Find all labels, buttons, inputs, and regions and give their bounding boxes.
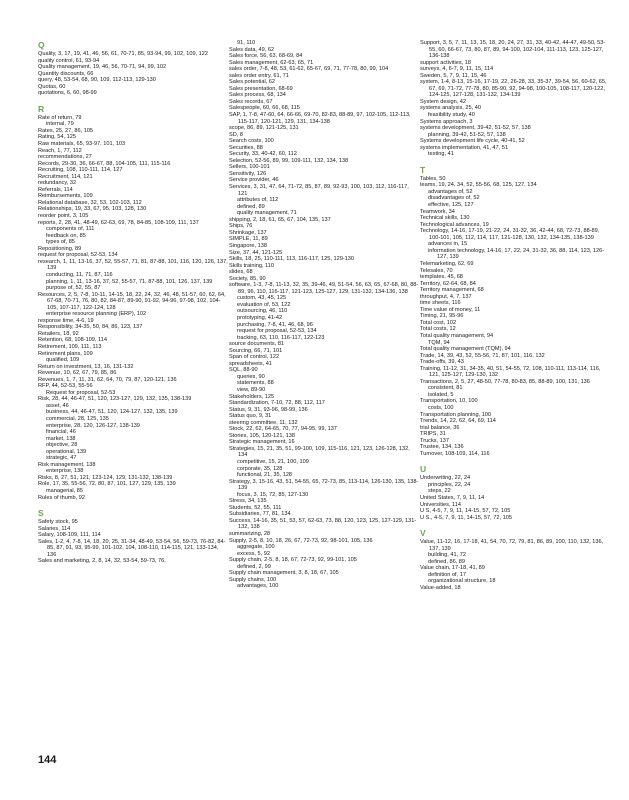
index-subentry: purchasing, 7-8, 41, 46, 68, 96 — [237, 321, 313, 328]
index-entry: spreadsheets, 41 — [229, 360, 272, 367]
index-entry: Risks, 8, 27, 51, 121, 123-124, 129, 131-132, 138-139 — [38, 474, 173, 481]
index-subentry: disadvantages of, 52 — [428, 195, 480, 202]
index-entry: Sales management, 62-63, 65, 71 — [229, 59, 314, 66]
index-subentry: principles, 22, 24 — [428, 481, 471, 488]
index-entry: Value, 11-12, 16, 17-18, 41, 54, 70, 72, 79, 81, 86, 89, 100, 110, 132, 136, 137, 139 — [420, 539, 604, 552]
index-entry: teams, 19, 24, 34, 52, 55-56, 68, 125, 127, 134 — [420, 182, 537, 189]
index-entry: Territory, 62-64, 68, 84 — [420, 280, 476, 287]
index-entry: Recruiting, 108, 110-111, 114, 127 — [38, 167, 123, 174]
index-entry: Relational database, 32, 53, 102-103, 112 — [38, 199, 142, 206]
index-subentry: corporate, 35, 128 — [237, 465, 283, 472]
index-entry: Training, 11-12, 31, 34-35, 40, 51, 54-55, 72, 108, 110-111, 113-114, 116, 121, 125-127, 129-130, 132 — [420, 365, 601, 379]
index-entry: Rating, 54, 125 — [38, 134, 76, 141]
index-entry: SQL, 88-90 — [229, 367, 258, 374]
index-subentry: building, 41, 72 — [428, 552, 466, 559]
index-entry: Transactions, 2, 5, 27, 48-50, 77-78, 80-83, 85, 88-89, 100, 131, 136 — [420, 378, 590, 385]
index-entry: Value-added, 18 — [420, 585, 461, 592]
index-entry: Retention, 68, 108-109, 114 — [38, 337, 107, 344]
index-entry: slides, 68 — [229, 269, 253, 276]
index-entry: Skills, 18, 25, 110-111, 113, 116-117, 125, 129-130 — [229, 256, 355, 263]
index-entry: request for proposal, 52-53, 134 — [38, 252, 118, 259]
index-entry: Underwriting, 22, 24 — [420, 475, 471, 482]
index-entry: summarizing, 28 — [229, 531, 271, 538]
index-entry: redundancy, 32 — [38, 180, 77, 187]
index-subentry: costs, 100 — [428, 404, 454, 411]
index-subentry: evaluation of, 53, 122 — [237, 301, 291, 308]
index-entry: Total quality management, 94 — [420, 332, 494, 339]
index-entry: Universities, 114 — [420, 501, 461, 508]
index-subentry: competitive, 15, 21, 100, 109 — [237, 459, 309, 465]
index-subentry: quality management, 71 — [237, 210, 297, 217]
index-subentry: queries, 90 — [237, 373, 265, 380]
index-entry: Timing, 21, 95-96 — [420, 313, 464, 320]
index-entry: Subsidiaries, 77, 81, 134 — [229, 511, 291, 518]
index-entry: Sourcing, 66, 71, 101 — [229, 347, 283, 354]
index-entry: system, 1-4, 8-13, 15-16, 17-19, 22, 26-28, 33, 35-37, 39-54, 56, 60-62, 65, 67, 69, 71-72, 77-78, 80, 85-90, 92, 94-98, 100-105, 108-117, 120-122, 124-125, 127-128, 131-132, 134-139 — [420, 79, 607, 99]
index-subentry: defined, 89 — [237, 203, 265, 210]
section-letter: R — [38, 103, 45, 114]
index-entry: Return on investment, 13, 16, 131-132 — [38, 363, 134, 370]
index-entry: Retirement, 109, 111, 113 — [38, 343, 102, 350]
index-subentry: request for proposal, 52-53, 134 — [237, 328, 317, 335]
index-entry: Quantity discounts, 66 — [38, 70, 94, 77]
index-entry: Trustee, 134, 136 — [420, 444, 464, 451]
index-entry: Value chain, 17-18, 41, 89 — [420, 565, 485, 572]
index-entry: U S., 4-5, 7, 9, 11, 14-15, 57, 72, 105 — [420, 514, 512, 521]
index-subentry: market, 138 — [46, 435, 76, 442]
index-subentry: focus, 3, 15, 72, 85, 127-130 — [237, 491, 309, 498]
index-subentry: feasibility study, 40 — [428, 112, 475, 119]
index-entry: steering committee, 11, 132 — [229, 419, 298, 426]
index-entry: Span of control, 122 — [229, 354, 280, 361]
index-entry: Skills training, 110 — [229, 262, 274, 269]
index-entry: Systems approach, 3 — [420, 118, 473, 125]
index-entry: Sales process, 68, 134 — [229, 92, 286, 99]
index-entry: Records, 29-30, 36, 66-67, 88, 104-105, 111, 115-116 — [38, 160, 171, 167]
index-subentry: managerial, 85 — [46, 488, 84, 494]
index-entry: Supply chain, 2-5, 8, 18, 67, 72-73, 92, 99-101, 105 — [229, 557, 357, 564]
index-entry: Sales data, 49, 62 — [229, 46, 275, 53]
index-subentry: tracking, 63, 110, 116-117, 122-123 — [237, 334, 325, 341]
index-entry: recommendations, 27 — [38, 154, 92, 161]
index-entry: Service provider, 46 — [229, 177, 279, 184]
index-entry: U S, 4-5, 7, 9, 11, 14-15, 57, 72, 105 — [420, 508, 511, 515]
index-entry: Stories, 105, 120-121, 138 — [229, 432, 295, 439]
index-entry: Technology, 14-16, 17-19, 21-22, 24, 31-32, 36, 42-44, 68, 72-73, 88-89, 100-101, 105, 112, 114, 117, 121-128, 130, 132, 134-135, 138-139 — [420, 228, 600, 241]
index-entry: Rate of return, 79 — [38, 114, 82, 121]
section-letter: T — [420, 164, 426, 175]
index-entry: Society, 85, 90 — [229, 275, 266, 282]
index-entry: Quality management, 19, 46, 56, 70-71, 94, 99, 102 — [38, 64, 167, 71]
index-entry: Sales presentation, 68-69 — [229, 85, 293, 92]
index-entry: Salary, 108-109, 111, 114 — [38, 532, 101, 539]
index-subentry: feedback on, 85 — [46, 232, 86, 239]
index-entry: Telemarketing, 62, 69 — [420, 260, 474, 267]
index-subentry: testing, 41 — [428, 151, 454, 158]
index-entry: Search costs, 100 — [229, 138, 274, 145]
index-subentry: purpose of, 52, 55, 87 — [46, 285, 101, 292]
index-subentry: statements, 88 — [237, 380, 274, 387]
index-entry: Sellers, 100-101 — [229, 164, 270, 171]
index-subentry: outsourcing, 46, 110 — [237, 308, 288, 315]
index-subentry: enterprise resource planning (ERP), 102 — [46, 311, 147, 318]
index-entry: Safety stock, 95 — [38, 519, 78, 526]
index-entry: Rates, 25, 27, 86, 105 — [38, 127, 94, 134]
index-subentry: view, 89-90 — [237, 386, 266, 393]
index-entry: Sweden, 5, 7, 9, 11, 15, 46 — [420, 72, 487, 79]
index-entry: templates, 45, 68 — [420, 274, 463, 281]
index-entry: Sales, 1-2, 4, 7-8, 14, 18, 20, 25, 31-34, 48-49, 53-54, 56, 59-73, 76-82, 84-85, 87, 91, 93, 95-99, 101-102, 104, 108-110, 114-115, 121, 133-134, 136 — [38, 538, 226, 558]
index-entry: Retirement plans, 109 — [38, 350, 93, 357]
index-entry: surveys, 4, 6-7, 9, 11, 15, 114 — [420, 66, 494, 73]
index-entry: Security, 33, 40-42, 60, 112 — [229, 151, 297, 158]
index-subentry: information technology, 14-16, 17, 22, 24, 31-32, 36, 88, 114, 123, 126-127, 139 — [428, 247, 605, 261]
index-entry: Students, 52, 55, 111 — [229, 504, 282, 511]
index-entry: Sales records, 67 — [229, 98, 273, 105]
index-subentry: defined, 86, 89 — [428, 558, 466, 565]
index-entry: Teamwork, 34 — [420, 208, 455, 215]
index-entry: reports, 2, 28, 41, 48-49, 62-63, 69, 78, 84-85, 108-109, 111, 137 — [38, 219, 199, 226]
index-entry: response time, 4-6, 19 — [38, 317, 94, 324]
index-entry: Tables, 50 — [420, 175, 446, 182]
index-entry: Quality, 3, 17, 19, 41, 46, 56, 61, 70-71, 85, 93-94, 99, 102, 109, 122 — [38, 51, 209, 57]
index-entry: Supply chain management, 3, 8, 18, 67, 105 — [229, 570, 339, 577]
index-subentry: objective, 28 — [46, 442, 78, 449]
index-entry: Transportation planning, 100 — [420, 411, 492, 418]
index-entry: Selection, 52-56, 89, 99, 109-111, 132, 134, 138 — [229, 157, 349, 164]
index-entry: Rules of thumb, 92 — [38, 494, 85, 501]
index-subentry: definition of, 17 — [428, 571, 466, 578]
index-entry: Total costs, 12 — [420, 326, 456, 333]
index-entry: systems implementation, 41, 47, 51 — [420, 144, 508, 151]
index-entry: scope, 86, 89, 121-125, 131 — [229, 125, 299, 132]
section-letter: U — [420, 464, 427, 475]
index-entry: United States, 7, 9, 11, 14 — [420, 495, 485, 501]
index-entry: Risk management, 138 — [38, 461, 96, 468]
index-entry: Role, 17, 35, 55-56, 72, 80, 87, 101, 127, 129, 135, 139 — [38, 481, 176, 488]
index-entry: Success, 14-16, 35, 51, 53, 57, 62-63, 73, 88, 120, 123, 125, 127-129, 131-132, 138 — [229, 517, 417, 531]
index-subentry: organizational structure, 18 — [428, 578, 496, 585]
index-entry: Raw materials, 65, 93-97, 101, 103 — [38, 141, 126, 148]
index-entry: time sheets, 116 — [420, 300, 461, 307]
index-subentry: enterprise, 28, 120, 126-127, 138-139 — [46, 422, 140, 429]
index-subentry: isolated, 5 — [428, 391, 454, 398]
index-subentry: attributes of, 112 — [237, 197, 279, 204]
index-entry: SD, 8 — [229, 131, 243, 138]
index-subentry: excess, 5, 92 — [237, 550, 270, 557]
index-subentry: 91, 110 — [237, 40, 256, 46]
index-entry: systems analysis, 25, 40 — [420, 105, 481, 112]
index-entry: Reimbursements, 109 — [38, 193, 93, 200]
index-subentry: strategic, 47 — [46, 455, 77, 462]
index-entry: Quotas, 60 — [38, 83, 66, 90]
index-subentry: advances in, 15 — [428, 241, 468, 248]
index-entry: Repositioning, 89 — [38, 245, 82, 252]
index-entry: Revenues, 1, 7, 11, 31, 62, 64, 70, 79, 87, 120-121, 136 — [38, 376, 177, 383]
index-entry: Singapore, 138 — [229, 242, 267, 249]
index-entry: sales order, 7-8, 48, 53, 61-62, 65-67, 69, 71, 77-78, 80, 99, 104 — [229, 66, 389, 73]
index-entry: Salaries, 114 — [38, 525, 71, 532]
index-entry: Status quo, 9, 31 — [229, 413, 272, 420]
index-column-3 — [420, 40, 610, 592]
index-entry: Strategy, 3, 15-16, 43, 51, 54-55, 65, 72-73, 85, 113-114, 126-130, 135, 138-139 — [229, 478, 419, 492]
index-entry: Salespeople, 60, 66, 68, 115 — [229, 105, 300, 112]
index-subentry: internal, 79 — [46, 121, 74, 128]
index-column-2 — [229, 40, 419, 590]
index-entry: Services, 3, 31, 47, 64, 71-72, 85, 87, 89, 92-93, 100, 103, 112, 116-117, 121 — [229, 184, 409, 197]
index-subentry: enterprise, 138 — [46, 468, 84, 475]
index-entry: Stock, 22, 62, 64-65, 70, 77, 94-95, 99, 137 — [229, 426, 337, 433]
index-subentry: conducting, 11, 71, 87, 116 — [46, 271, 113, 278]
index-entry: Status, 9, 31, 93-96, 98-99, 136 — [229, 406, 308, 413]
index-entry: Strategic management, 16 — [229, 439, 295, 446]
index-entry: support activities, 18 — [420, 59, 471, 66]
index-entry: Technological advances, 19 — [420, 221, 489, 228]
index-entry: reorder point, 3, 105 — [38, 213, 89, 220]
index-entry: Retailers, 18, 92 — [38, 330, 79, 337]
index-entry: Supply, 2-5, 8, 10, 18, 26, 67, 72-73, 92, 98-101, 105, 136 — [229, 537, 373, 544]
index-entry: research, 1, 11, 13-16, 37, 52, 55-57, 71, 81, 87-88, 101, 116, 120, 126, 137, 139 — [38, 258, 228, 272]
index-entry: sales order entry, 61, 71 — [229, 72, 289, 79]
index-subentry: planning, 1, 11, 13-16, 37, 52, 55-57, 71, 87-88, 101, 126, 137, 139 — [46, 278, 213, 285]
index-entry: trial balance, 36 — [420, 424, 460, 431]
index-subentry: business, 44, 46-47, 51, 120, 124-127, 132, 135, 139 — [46, 409, 178, 416]
index-subentry: Request for proposal, 52-53 — [46, 389, 116, 396]
index-entry: Ships, 76 — [229, 223, 253, 230]
index-subentry: prototyping, 41-42 — [237, 314, 283, 321]
index-entry: Turnover, 108-109, 114, 116 — [420, 450, 490, 457]
index-entry: Trade-offs, 39, 43 — [420, 359, 464, 366]
index-subentry: commercial, 28, 125, 135 — [46, 415, 109, 422]
index-subentry: effective, 125, 127 — [428, 202, 474, 209]
index-entry: source documents, 81 — [229, 341, 285, 348]
index-entry: software, 1-3, 7-8, 11-13, 32, 35, 39-46, 49, 51-54, 56, 63, 65, 67-68, 80, 88-89, 96, 110, 116-117, 121-123, 125-127, 129, 131-132, 134-136, 138 — [229, 282, 419, 295]
index-entry: Sales potential, 62 — [229, 79, 276, 86]
index-entry: Sales and marketing, 2, 8, 14, 32, 53-54, 59-73, 76, — [38, 558, 166, 565]
index-entry: quotations, 6, 60, 98-99 — [38, 90, 97, 97]
index-entry: Relationships, 19, 33, 67, 95, 103, 128, 130 — [38, 206, 147, 213]
index-entry: query, 48, 53-54, 68, 90, 109, 112-113, 129-130 — [38, 77, 156, 84]
section-letter: V — [420, 528, 426, 539]
index-subentry: planning, 39-42, 51-52, 57, 138 — [428, 131, 506, 138]
index-entry: Risk, 28, 44, 46-47, 51, 120, 123-127, 129, 132, 135, 138-139 — [38, 396, 192, 403]
index-entry: TRIPS, 31 — [420, 431, 446, 438]
index-subentry: asset, 46 — [46, 402, 69, 409]
index-entry: Telesales, 70 — [420, 267, 453, 274]
index-entry: Strategies, 15, 21, 35, 51, 99-100, 109, 115-116, 121, 123, 126-128, 132, 134 — [229, 445, 410, 459]
index-entry: RFP, 44, 52-53, 55-56 — [38, 383, 93, 390]
index-entry: Stakeholders, 125 — [229, 393, 275, 400]
index-entry: Trucks, 137 — [420, 437, 450, 444]
index-entry: SAP, 1, 7-8, 47-60, 64, 66-66, 69-70, 82-83, 88-89, 97, 102-105, 112-113, 115-117, 120-121, 129, 131, 134-138 — [229, 112, 411, 125]
section-letter: S — [38, 508, 44, 519]
index-entry: Total quality management (TQM), 94 — [420, 346, 511, 353]
index-entry: Revenue, 10, 62, 67, 79, 85, 86 — [38, 370, 117, 377]
index-entry: Shrinkage, 137 — [229, 229, 267, 236]
index-entry: shipping, 2, 18, 61, 65, 67, 104, 135, 137 — [229, 216, 331, 223]
index-entry: Sensitivity, 126 — [229, 170, 267, 177]
index-subentry: TQM, 94 — [428, 339, 450, 346]
section-letter: Q — [38, 40, 45, 50]
index-entry: Territory management, 68 — [420, 287, 484, 294]
index-entry: Supply chains, 100 — [229, 576, 277, 583]
index-subentry: custom, 43, 45, 125 — [237, 295, 287, 302]
index-entry: Sales force, 56, 63, 68-69, 84 — [229, 53, 303, 60]
index-entry: SIMPLE, 11, 89 — [229, 236, 268, 243]
page-number: 144 — [38, 754, 57, 766]
index-subentry: operational, 139 — [46, 448, 87, 455]
index-subentry: aggregate, 100 — [237, 544, 275, 551]
index-entry: Support, 3, 5, 7, 11, 13, 15, 18, 20, 24, 27, 31, 33, 40-42, 44-47, 49-50, 53-55, 60, 66-67, 73, 80, 87, 89, 94-100, 102-104, 111-113, 123, 125-127, 136-138 — [420, 40, 606, 60]
index-entry: Time value of money, 11 — [420, 306, 481, 313]
index-entry: quality control, 61, 93-94 — [38, 57, 100, 64]
index-entry: Referrals, 114 — [38, 186, 73, 193]
index-entry: systems development, 39-42, 51-52, 57, 138 — [420, 125, 531, 132]
index-entry: Total cost, 102 — [420, 319, 457, 326]
index-entry: Responsibility, 34-35, 50, 84, 86, 123, 137 — [38, 324, 143, 331]
index-entry: Resources, 2, 5, 7-8, 10-11, 14-15, 18, 22, 24, 32, 46, 48, 51-57, 60, 62, 64, 67-68, 70-71, 76, 80, 82, 84-87, 89-90, 91-92, 94-96, 97-98, 102, 104-105, 107-117, 122-124, 128 — [38, 291, 226, 311]
index-subentry: advantages of, 52 — [428, 188, 473, 195]
index-entry: Reach, 1, 77, 112 — [38, 147, 82, 154]
index-subentry: functional, 21, 35, 128 — [237, 472, 293, 479]
index-subentry: defined, 2, 99 — [237, 563, 271, 570]
index-subentry: steps, 22 — [428, 488, 451, 495]
index-subentry: consistent, 81 — [428, 385, 463, 392]
index-entry: throughput, 4, 7, 137 — [420, 293, 472, 300]
index-subentry: advantages, 100 — [237, 583, 279, 590]
index-entry: Transportation, 10, 100 — [420, 398, 478, 405]
index-entry: System design, 42 — [420, 98, 467, 105]
index-subentry: qualified, 109 — [46, 357, 80, 364]
index-column-1 — [38, 40, 228, 565]
index-subentry: components of, 111 — [46, 226, 95, 233]
index-entry: Stress, 34, 135 — [229, 498, 267, 505]
index-entry: Securities, 88 — [229, 144, 263, 151]
index-entry: Trade, 14, 39, 43, 52, 55-56, 71, 87, 101, 116, 132 — [420, 352, 545, 359]
index-entry: Recruitment, 114, 121 — [38, 173, 93, 180]
index-entry: Standardization, 7-10, 72, 88, 112, 117 — [229, 400, 325, 407]
index-entry: Technical skills, 130 — [420, 215, 470, 222]
index-entry: Size, 37, 44, 121-125 — [229, 249, 283, 256]
index-entry: Trends, 14, 22, 62, 64, 69, 114 — [420, 418, 496, 425]
index-subentry: types of, 85 — [46, 239, 75, 246]
index-subentry: financial, 46 — [46, 429, 76, 436]
index-entry: Systems development life cycle, 40-41, 52 — [420, 138, 525, 145]
